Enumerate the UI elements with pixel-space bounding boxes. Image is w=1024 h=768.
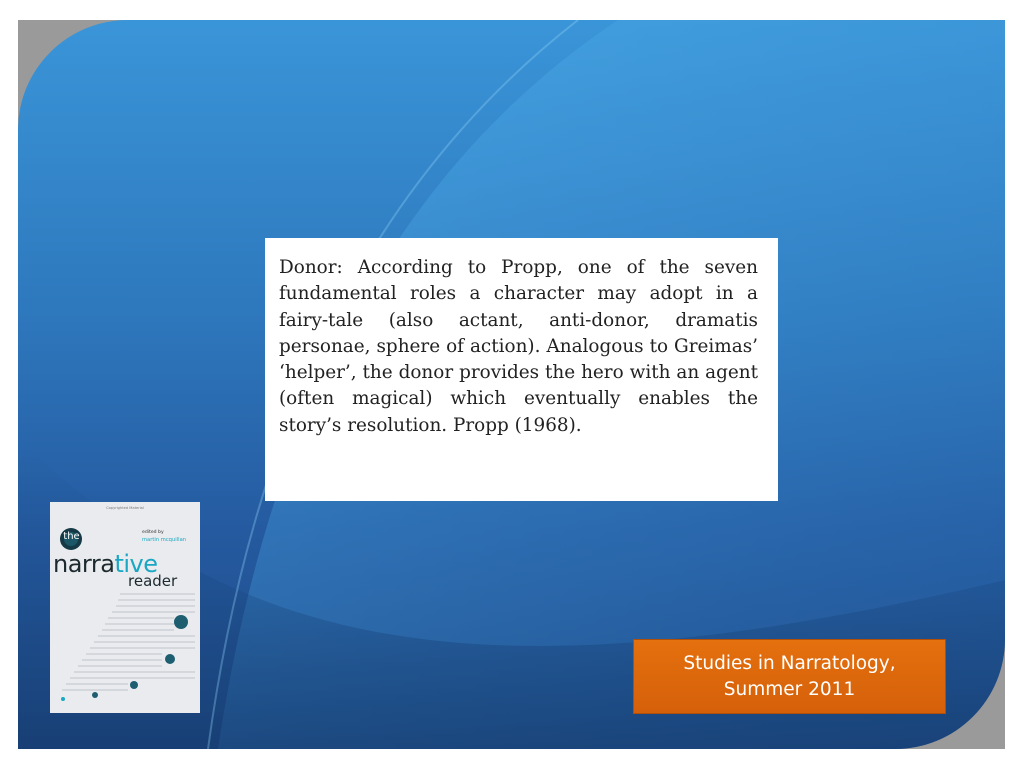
cover-copyright-text: Copyrighted Material	[106, 506, 144, 510]
cover-title-tive: tive	[114, 550, 158, 578]
cover-title-reader: reader	[128, 572, 178, 590]
definition-text: Donor: According to Propp, one of the seven fundamental roles a character may adopt in a fairy-tale (also actant, anti-donor, dramatis personae, sphere of action). Analogous to Greimas’ ‘helper’, the donor provides the hero with an agent (often magical) which eventually enables the story’s resolution. Propp (1968).	[279, 257, 758, 436]
cover-edited-by: edited by	[142, 530, 164, 535]
course-caption-text: Studies in Narratology, Summer 2011	[683, 652, 896, 700]
slide-frame	[18, 20, 1005, 749]
cover-title-narra: narra	[53, 550, 115, 578]
book-cover-image	[50, 502, 200, 713]
definition-box	[265, 238, 778, 501]
cover-editor-name: martin mcquillan	[142, 537, 187, 543]
course-caption-box	[633, 639, 946, 714]
cover-title-the: the	[63, 531, 80, 542]
